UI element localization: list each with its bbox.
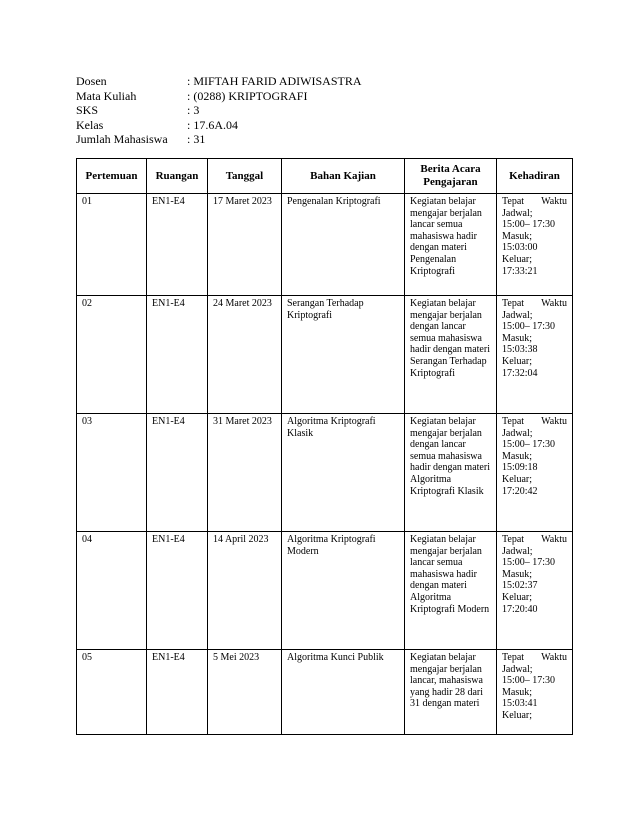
cell-kehadiran: [497, 532, 573, 650]
kehadiran-status: Tepat Waktu: [502, 652, 567, 663]
info-row-sks: [76, 103, 362, 118]
cell-tanggal: 24 Maret 2023: [208, 296, 282, 414]
kehadiran-keluar: 17:20:42: [502, 485, 538, 497]
info-value: : 3: [187, 103, 200, 118]
info-value: : 31: [187, 132, 206, 147]
kehadiran-jadwal-label: Jadwal;: [502, 309, 533, 321]
kehadiran-jadwal: 15:00– 17:30: [502, 439, 556, 451]
cell-pertemuan: 05: [77, 650, 147, 735]
cell-ruangan: EN1-E4: [147, 296, 208, 414]
kehadiran-status: Tepat Waktu: [502, 298, 567, 309]
table-row: [77, 194, 573, 296]
kehadiran-jadwal: 15:00– 17:30: [502, 675, 556, 687]
kehadiran-jadwal: 15:00– 17:30: [502, 321, 556, 333]
kehadiran-keluar-label: Keluar;: [502, 253, 532, 265]
cell-bahan-kajian: Algoritma Kriptografi Modern: [282, 532, 405, 650]
kehadiran-keluar: 17:33:21: [502, 265, 538, 277]
table-header-row: [77, 159, 573, 194]
cell-tanggal: 31 Maret 2023: [208, 414, 282, 532]
info-label: Dosen: [76, 74, 107, 88]
cell-ruangan: EN1-E4: [147, 194, 208, 296]
table-row: [77, 650, 573, 735]
kehadiran-keluar-label: Keluar;: [502, 473, 532, 485]
cell-kehadiran: [497, 194, 573, 296]
cell-berita-acara: Kegiatan belajar mengajar berjalan lancar semua mahasiswa hadir dengan materi Algoritma Kriptografi Modern: [405, 532, 497, 650]
kehadiran-masuk-label: Masuk;: [502, 450, 532, 462]
kehadiran-masuk: 15:03:41: [502, 698, 538, 710]
info-row-dosen: [76, 74, 362, 89]
cell-bahan-kajian: Pengenalan Kriptografi: [282, 194, 405, 296]
table-row: [77, 296, 573, 414]
cell-bahan-kajian: Algoritma Kunci Publik: [282, 650, 405, 735]
cell-berita-acara: Kegiatan belajar mengajar berjalan lancar semua mahasiswa hadir dengan materi Pengenalan Kriptografi: [405, 194, 497, 296]
header-bahan-kajian: Bahan Kajian: [282, 159, 405, 194]
info-value: : (0288) KRIPTOGRAFI: [187, 88, 308, 103]
info-value: : MIFTAH FARID ADIWISASTRA: [187, 74, 362, 88]
header-tanggal: Tanggal: [208, 159, 282, 194]
header-ruangan: Ruangan: [147, 159, 208, 194]
attendance-table: [76, 158, 573, 735]
header-berita-acara: Berita Acara Pengajaran: [405, 159, 497, 194]
kehadiran-jadwal-label: Jadwal;: [502, 663, 533, 675]
kehadiran-keluar-label: Keluar;: [502, 591, 532, 603]
info-label: Kelas: [76, 117, 104, 132]
cell-berita-acara: Kegiatan belajar mengajar berjalan dengan lancar semua mahasiswa hadir dengan materi Serangan Terhadap Kriptografi: [405, 296, 497, 414]
kehadiran-status: Tepat Waktu: [502, 416, 567, 427]
header-kehadiran: Kehadiran: [497, 159, 573, 194]
kehadiran-jadwal-label: Jadwal;: [502, 207, 533, 219]
cell-pertemuan: 04: [77, 532, 147, 650]
cell-berita-acara: Kegiatan belajar mengajar berjalan dengan lancar semua mahasiswa hadir dengan materi Algoritma Kriptografi Klasik: [405, 414, 497, 532]
cell-tanggal: 17 Maret 2023: [208, 194, 282, 296]
kehadiran-masuk-label: Masuk;: [502, 568, 532, 580]
cell-pertemuan: 03: [77, 414, 147, 532]
info-label: Jumlah Mahasiswa: [76, 132, 168, 147]
table-row: [77, 532, 573, 650]
kehadiran-jadwal: 15:00– 17:30: [502, 557, 556, 569]
info-row-jumlah-mahasiswa: [76, 132, 362, 147]
course-info: [76, 74, 362, 147]
cell-bahan-kajian: Algoritma Kriptografi Klasik: [282, 414, 405, 532]
info-label: SKS: [76, 103, 99, 118]
kehadiran-jadwal-label: Jadwal;: [502, 427, 533, 439]
info-row-kelas: [76, 118, 362, 133]
cell-pertemuan: 02: [77, 296, 147, 414]
cell-ruangan: EN1-E4: [147, 650, 208, 735]
kehadiran-masuk-label: Masuk;: [502, 332, 532, 344]
kehadiran-masuk: 15:02:37: [502, 580, 538, 592]
cell-tanggal: 14 April 2023: [208, 532, 282, 650]
kehadiran-keluar-label: Keluar;: [502, 709, 532, 721]
kehadiran-masuk: 15:09:18: [502, 462, 538, 474]
header-pertemuan: Pertemuan: [77, 159, 147, 194]
kehadiran-keluar-label: Keluar;: [502, 355, 532, 367]
kehadiran-jadwal: 15:00– 17:30: [502, 219, 556, 231]
cell-pertemuan: 01: [77, 194, 147, 296]
kehadiran-status: Tepat Waktu: [502, 196, 567, 207]
kehadiran-status: Tepat Waktu: [502, 534, 567, 545]
kehadiran-keluar: 17:32:04: [502, 367, 538, 379]
kehadiran-jadwal-label: Jadwal;: [502, 545, 533, 557]
info-value: : 17.6A.04: [187, 117, 238, 132]
table-row: [77, 414, 573, 532]
cell-kehadiran: [497, 650, 573, 735]
cell-tanggal: 5 Mei 2023: [208, 650, 282, 735]
kehadiran-keluar: 17:20:40: [502, 603, 538, 615]
cell-berita-acara: Kegiatan belajar mengajar berjalan lancar, mahasiswa yang hadir 28 dari 31 dengan materi: [405, 650, 497, 735]
kehadiran-masuk: 15:03:00: [502, 242, 538, 254]
cell-bahan-kajian: Serangan Terhadap Kriptografi: [282, 296, 405, 414]
cell-ruangan: EN1-E4: [147, 414, 208, 532]
cell-ruangan: EN1-E4: [147, 532, 208, 650]
kehadiran-masuk-label: Masuk;: [502, 230, 532, 242]
cell-kehadiran: [497, 296, 573, 414]
cell-kehadiran: [497, 414, 573, 532]
info-label: Mata Kuliah: [76, 88, 137, 103]
kehadiran-masuk-label: Masuk;: [502, 686, 532, 698]
info-row-mata-kuliah: [76, 89, 362, 104]
kehadiran-masuk: 15:03:38: [502, 344, 538, 356]
